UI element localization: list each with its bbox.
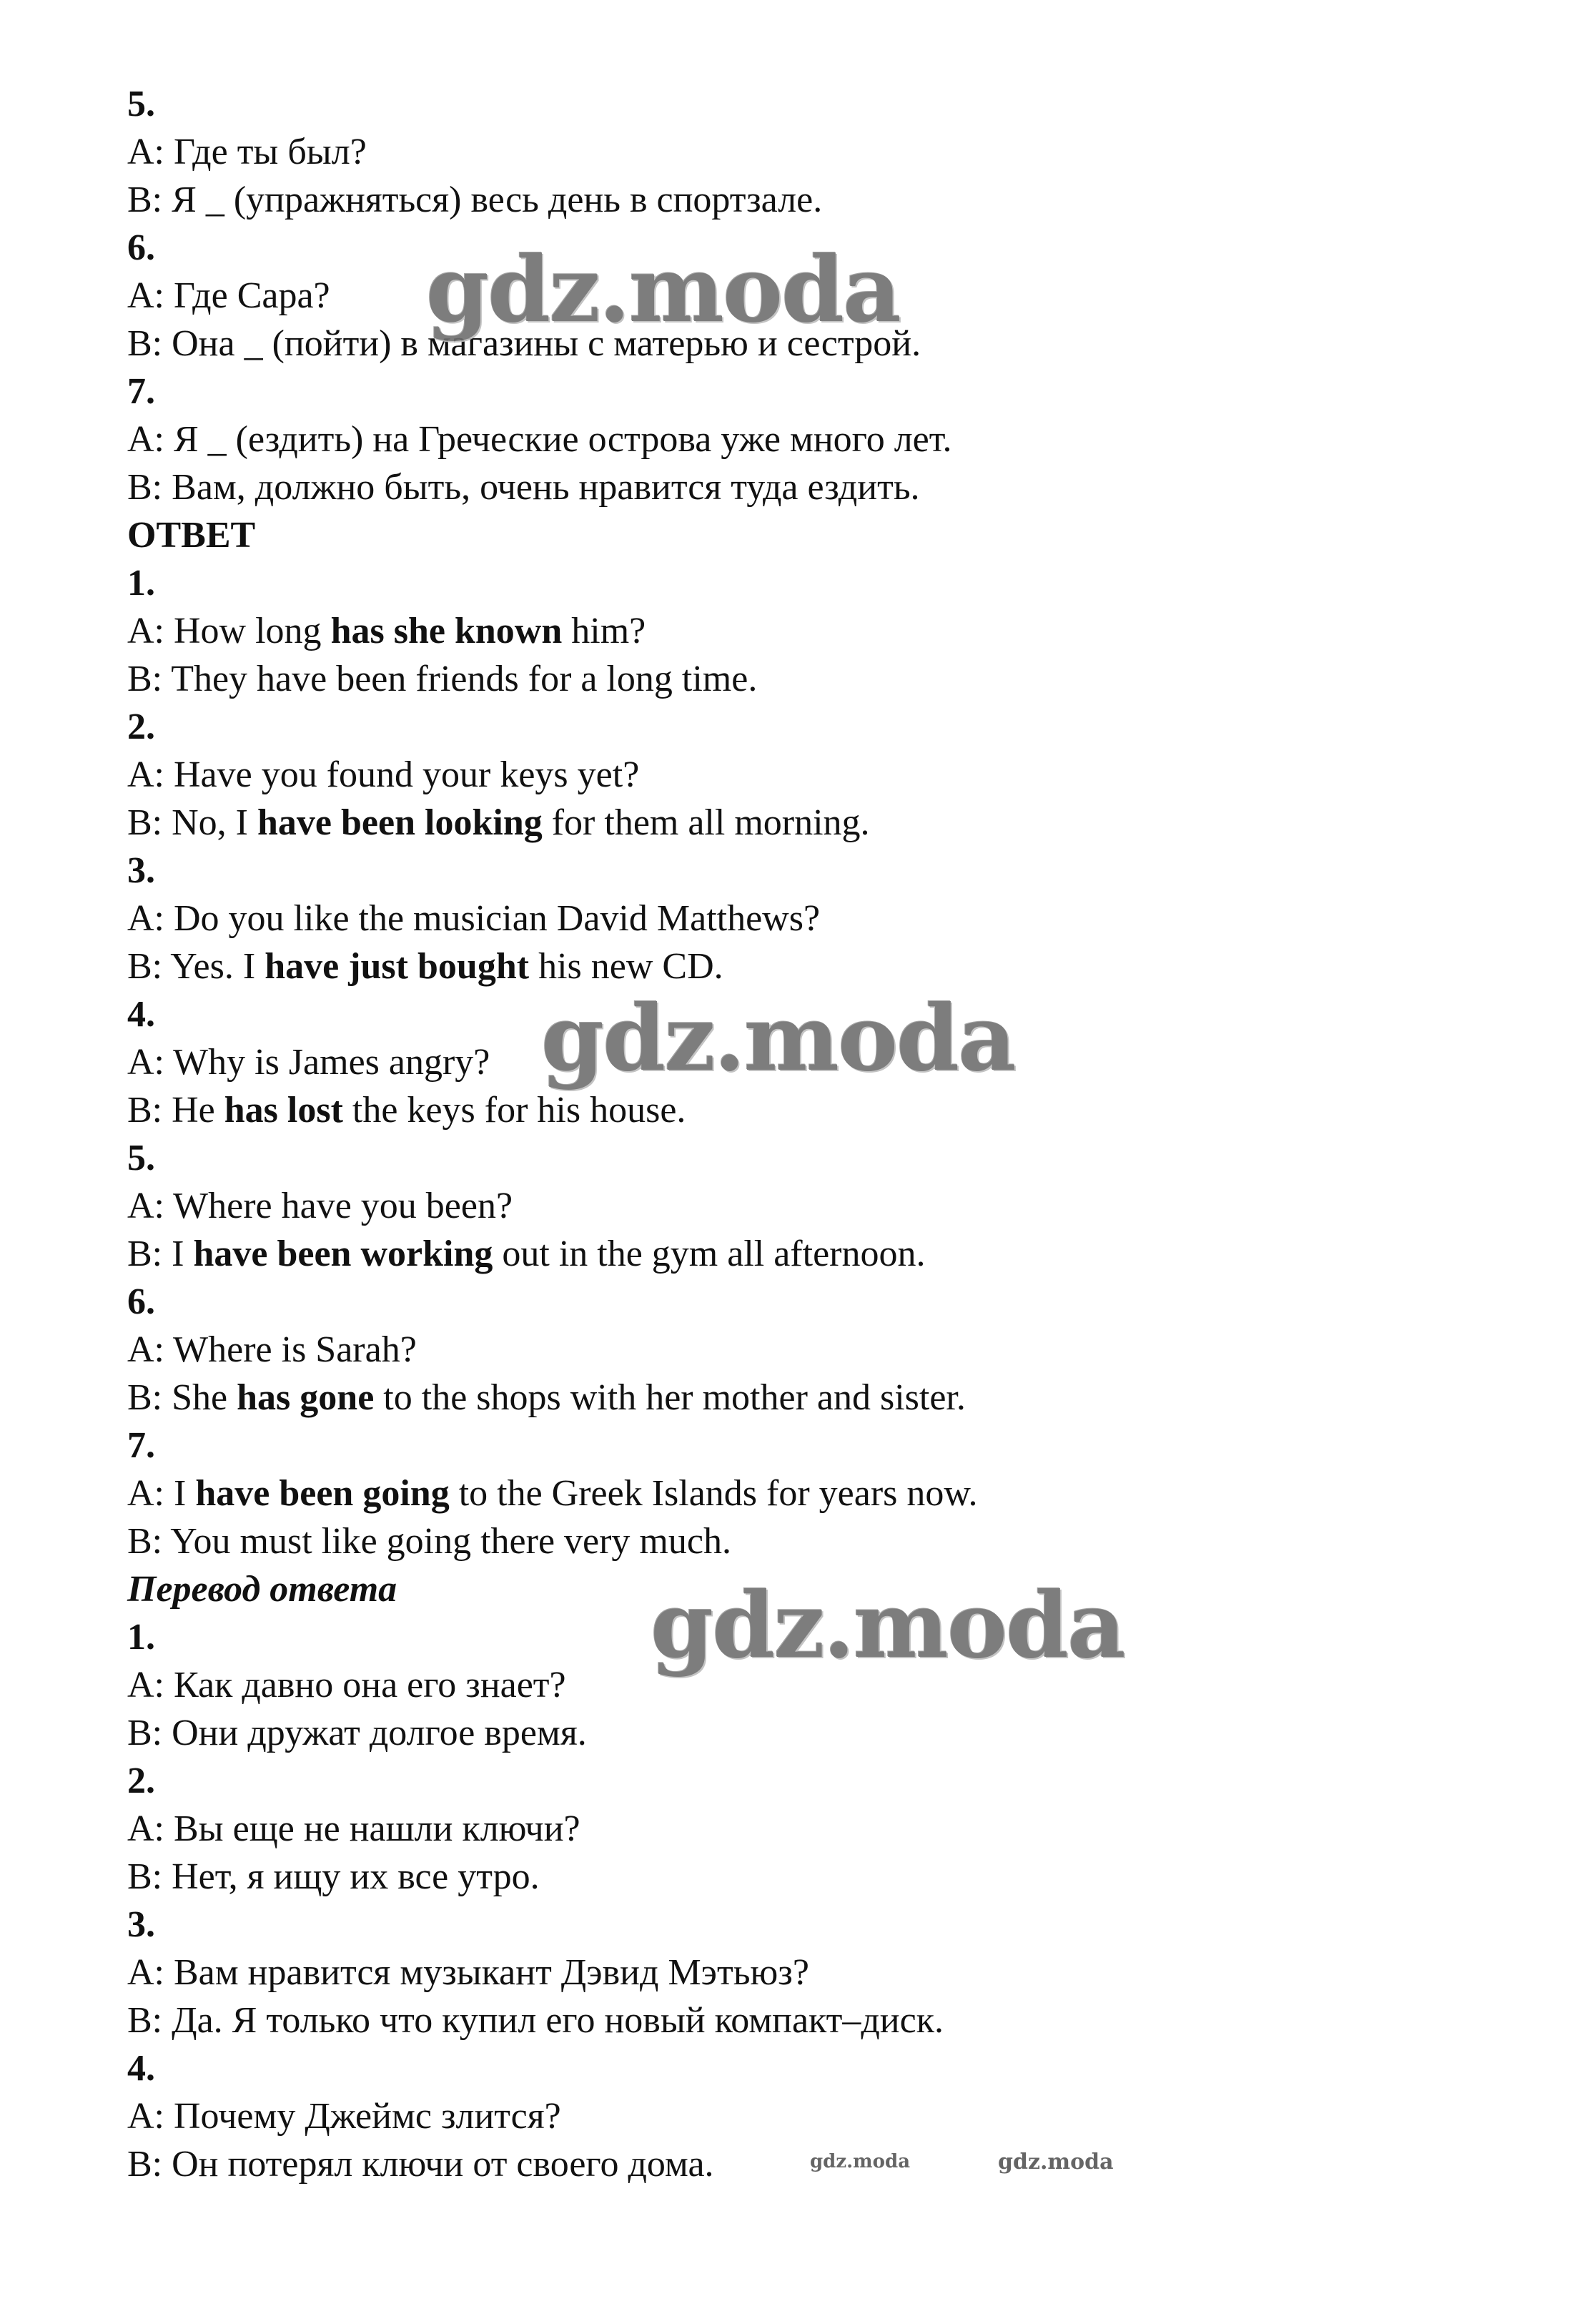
watermark-small-2: gdz.moda	[998, 2150, 1114, 2175]
watermark-3: gdz.moda	[651, 1572, 1124, 1678]
item-number: 1.	[127, 563, 155, 604]
dialogue-line: A: Я _ (ездить) на Греческие острова уже много лет.	[127, 419, 952, 460]
line-text: to the shops with her mother and sister.	[374, 1377, 966, 1418]
dialogue-line: B: Они дружат долгое время.	[127, 1713, 587, 1753]
item-number: 4.	[127, 994, 155, 1035]
dialogue-line: B: Я _ (упражняться) весь день в спортзале.	[127, 179, 823, 220]
item-number: 2.	[127, 706, 155, 747]
dialogue-line	[127, 1230, 1528, 1278]
dialogue-line: B: Он потерял ключи от своего дома.	[127, 2144, 714, 2185]
dialogue-line: A: Do you like the musician David Matthews?	[127, 898, 821, 939]
answer-verb: have just bought	[264, 946, 530, 987]
line-text: him?	[562, 611, 646, 651]
watermark-small-1: gdz.moda	[810, 2151, 911, 2172]
answer-verb: have been working	[193, 1234, 493, 1274]
line-text: B: I	[127, 1234, 194, 1274]
dialogue-line	[127, 1086, 1528, 1134]
dialogue-line	[127, 1374, 1528, 1422]
answer-verb: have been going	[195, 1473, 450, 1514]
item-number: 2.	[127, 1761, 155, 1801]
line-text: A: How long	[127, 611, 331, 651]
item-number: 5.	[127, 84, 155, 124]
dialogue-line: A: Have you found your keys yet?	[127, 754, 640, 795]
dialogue-line: B: Она _ (пойти) в магазины с матерью и сестрой.	[127, 323, 921, 364]
item-number: 6.	[127, 1281, 155, 1322]
item-number: 4.	[127, 2048, 155, 2089]
item-number: 3.	[127, 1904, 155, 1945]
dialogue-line: A: Где ты был?	[127, 132, 367, 172]
line-text: B: He	[127, 1090, 224, 1131]
dialogue-line: A: Вы еще не нашли ключи?	[127, 1808, 580, 1849]
dialogue-line: A: Как давно она его знает?	[127, 1665, 566, 1705]
answer-verb: have been looking	[257, 802, 543, 843]
dialogue-line: B: Нет, я ищу их все утро.	[127, 1856, 540, 1897]
dialogue-line: B: You must like going there very much.	[127, 1521, 731, 1562]
dialogue-line: B: They have been friends for a long time.	[127, 659, 758, 699]
line-text: B: Yes. I	[127, 946, 265, 987]
section-heading: ОТВЕТ	[127, 515, 256, 556]
line-text: the keys for his house.	[342, 1090, 686, 1131]
item-number: 7.	[127, 1425, 155, 1466]
dialogue-line	[127, 1469, 1528, 1517]
line-text: for them all morning.	[542, 802, 870, 843]
answer-verb: has lost	[224, 1090, 343, 1131]
dialogue-line: A: Where have you been?	[127, 1186, 513, 1226]
line-text: B: No, I	[127, 802, 257, 843]
dialogue-line	[127, 607, 1528, 655]
dialogue-line	[127, 799, 1528, 847]
line-text: his new CD.	[529, 946, 723, 987]
dialogue-line: A: Where is Sarah?	[127, 1329, 417, 1370]
line-text: to the Greek Islands for years now.	[449, 1473, 978, 1514]
item-number: 1.	[127, 1617, 155, 1658]
dialogue-line	[127, 942, 1528, 990]
dialogue-line: B: Вам, должно быть, очень нравится туда ездить.	[127, 467, 920, 508]
dialogue-line: A: Why is James angry?	[127, 1042, 490, 1083]
line-text: A: I	[127, 1473, 196, 1514]
line-text: out in the gym all afternoon.	[493, 1234, 926, 1274]
watermark-1: gdz.moda	[426, 237, 900, 343]
answer-verb: has she known	[330, 611, 563, 651]
section-heading: Перевод ответа	[127, 1569, 397, 1610]
document-body	[127, 80, 1528, 2188]
answer-verb: has gone	[237, 1377, 375, 1418]
dialogue-line: A: Почему Джеймс злится?	[127, 2096, 561, 2137]
item-number: 5.	[127, 1138, 155, 1178]
watermark-2: gdz.moda	[541, 985, 1015, 1091]
item-number: 7.	[127, 371, 155, 412]
dialogue-line: A: Вам нравится музыкант Дэвид Мэтьюз?	[127, 1952, 809, 1993]
line-text: B: She	[127, 1377, 237, 1418]
item-number: 6.	[127, 227, 155, 268]
item-number: 3.	[127, 850, 155, 891]
dialogue-line: B: Да. Я только что купил его новый компакт–диск.	[127, 2000, 944, 2041]
dialogue-line: A: Где Сара?	[127, 275, 330, 316]
